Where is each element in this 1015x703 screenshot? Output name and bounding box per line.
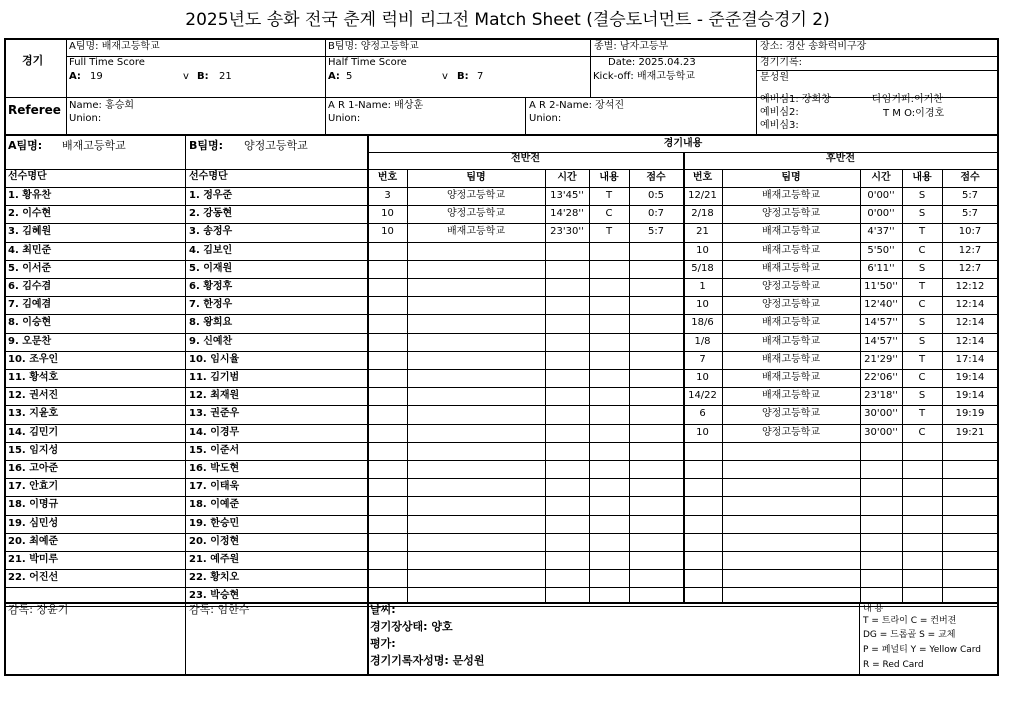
second-half-event-cell: 배재고등학교 [762, 262, 820, 274]
second-half-event-cell: 양정고등학교 [762, 208, 820, 220]
first-half-event-cell: 10 [381, 226, 394, 238]
evaluation: 평가: [370, 637, 396, 650]
b-team-name: B팀명: 양정고등학교 [328, 41, 419, 52]
reserve-referee-3: 예비심3: [760, 120, 799, 131]
second-half-event-cell: 배재고등학교 [762, 226, 820, 238]
legend-line: T = 트라이 C = 컨버젼 [863, 616, 957, 626]
ar2-name: A R 2-Name: 장석진 [529, 100, 625, 111]
first-half-event-cell: T [605, 190, 613, 201]
first-half-event-cell: 10 [381, 208, 394, 220]
second-half-event-cell: 5:7 [961, 208, 979, 220]
team-a-player: 2. 이수현 [8, 208, 52, 220]
second-half-event-cell: T [918, 408, 926, 420]
team-b-player: 2. 강동현 [189, 208, 233, 220]
first-half-event-cell: 23'30'' [550, 226, 584, 238]
full-b-score: 21 [219, 71, 232, 82]
tmo: T M O:이경호 [883, 108, 945, 119]
recorder-name: 문성원 [760, 72, 789, 83]
team-b-player: 11. 김기범 [189, 372, 240, 383]
second-half-event-cell: S [918, 335, 926, 347]
team-a-player: 7. 김예겸 [8, 299, 52, 311]
second-half-event-cell: 17:14 [955, 353, 985, 365]
second-half-event-cell: 12:14 [955, 317, 985, 329]
coach-a: 감독: 장윤기 [8, 603, 69, 616]
team-b-player: 21. 예주원 [189, 554, 240, 565]
second-half-event-cell: 배재고등학교 [762, 390, 820, 402]
legend-line: P = 페널티 Y = Yellow Card [863, 645, 982, 655]
second-half-event-cell: T [918, 281, 926, 292]
game-label: 경기 [22, 54, 44, 67]
second-half-event-cell: 양정고등학교 [762, 426, 820, 438]
team-a-player: 9. 오문찬 [8, 335, 52, 347]
second-half-event-cell: 21'29'' [864, 353, 898, 365]
second-half-event-cell: 양정고등학교 [762, 281, 820, 292]
second-half-event-cell: 22'06'' [864, 372, 898, 383]
second-half-event-cell: 30'00'' [864, 408, 898, 420]
first-half-header: 전반전 [511, 153, 540, 164]
team-b-roster-header: 선수명단 [189, 171, 228, 182]
second-half-event-cell: 0'00'' [867, 208, 895, 220]
second-half-event-cell: 5/18 [691, 262, 714, 274]
team-a-player: 3. 김혜원 [8, 226, 52, 238]
team-b-player: 3. 송정우 [189, 226, 233, 238]
coach-b: 감독: 임한수 [189, 603, 250, 616]
team-a-player: 10. 조우인 [8, 353, 59, 365]
second-half-event-cell: 30'00'' [864, 426, 898, 438]
kickoff: Kick-off: 배재고등학교 [593, 71, 695, 82]
second-half-event-cell: 1 [699, 281, 706, 292]
second-half-event-cell: 12:7 [958, 262, 982, 274]
venue: 장소: 경산 송화럭비구장 [760, 41, 867, 52]
second-half-event-cell: 19:21 [955, 426, 985, 438]
legend-line: DG = 드롭골 S = 교체 [863, 630, 956, 640]
team-b-player: 13. 권준우 [189, 408, 240, 420]
team-b-player: 10. 임시율 [189, 353, 240, 365]
team-b-player: 5. 이재원 [189, 262, 233, 274]
second-half-event-cell: S [918, 317, 926, 329]
team-a-player: 6. 김수겸 [8, 281, 52, 292]
first-half-event-cell: 14'28'' [550, 208, 584, 220]
second-half-event-cell: 23'18'' [864, 390, 898, 402]
second-half-event-cell: C [918, 299, 926, 311]
record-writer: 경기기록자성명: 문성원 [370, 654, 485, 667]
second-half-event-cell: T [918, 353, 926, 365]
second-half-col-header: 번호 [692, 172, 713, 183]
second-half-event-cell: S [918, 190, 926, 201]
team-a-name: 배재고등학교 [62, 139, 126, 152]
first-half-event-cell: 3 [384, 190, 391, 201]
second-half-event-cell: 10 [696, 372, 709, 383]
second-half-event-cell: 4'37'' [867, 226, 895, 238]
full-v: v [183, 71, 189, 82]
team-a-roster-header: 선수명단 [8, 171, 47, 182]
half-a-score: 5 [346, 71, 353, 82]
weather: 날씨: [370, 603, 396, 616]
second-half-event-cell: 10 [696, 244, 709, 256]
second-half-event-cell: 2/18 [691, 208, 714, 220]
second-half-event-cell: 12:14 [955, 335, 985, 347]
team-a-player: 13. 지윤호 [8, 408, 59, 420]
second-half-event-cell: 6 [699, 408, 706, 420]
referee-label: Referee [8, 103, 61, 117]
match-date: Date: 2025.04.23 [608, 57, 696, 68]
team-b-player: 23. 박승현 [189, 590, 240, 602]
full-time-label: Full Time Score [69, 57, 145, 68]
page-title: 2025년도 송화 전국 춘계 럭비 리그전 Match Sheet (결승토너먼트 - 준준결승경기 2) [185, 10, 830, 30]
full-b-label: B: [197, 71, 209, 82]
timekeeper: 타임키퍼:이기찬 [872, 94, 943, 105]
second-half-event-cell: 양정고등학교 [762, 299, 820, 311]
first-half-event-cell: 0:7 [647, 208, 665, 220]
team-b-player: 12. 최재원 [189, 390, 240, 402]
team-b-player: 15. 이준서 [189, 444, 240, 456]
second-half-event-cell: 양정고등학교 [762, 408, 820, 420]
second-half-event-cell: 배재고등학교 [762, 353, 820, 365]
legend-line: R = Red Card [863, 660, 924, 670]
team-a-player: 16. 고아준 [8, 463, 59, 474]
division: 종별: 남자고등부 [594, 41, 669, 52]
team-a-label: A팀명: [8, 139, 43, 152]
half-b-score: 7 [477, 71, 484, 82]
second-half-event-cell: 5:7 [961, 190, 979, 201]
second-half-event-cell: 12'40'' [864, 299, 898, 311]
team-a-player: 1. 황유찬 [8, 190, 52, 201]
team-b-player: 1. 정우준 [189, 190, 233, 201]
second-half-event-cell: 12:12 [955, 281, 985, 292]
first-half-event-cell: 양정고등학교 [447, 208, 505, 220]
second-half-event-cell: S [918, 208, 926, 220]
second-half-col-header: 내용 [912, 172, 932, 183]
second-half-col-header: 점수 [960, 172, 980, 183]
ar1-name: A R 1-Name: 배상훈 [328, 100, 424, 111]
first-half-col-header: 내용 [599, 172, 619, 183]
second-half-event-cell: 14'57'' [864, 317, 898, 329]
team-a-player: 19. 심민성 [8, 517, 59, 529]
team-b-player: 19. 한승민 [189, 517, 240, 529]
team-a-player: 20. 최예준 [8, 535, 59, 547]
second-half-header: 후반전 [826, 153, 855, 164]
second-half-event-cell: 18/6 [691, 317, 714, 329]
first-half-event-cell: C [605, 208, 613, 220]
reserve-referee-2: 예비심2: [760, 107, 799, 118]
first-half-col-header: 점수 [646, 172, 666, 183]
legend-title: 내 용 [863, 604, 884, 614]
team-a-player: 21. 박미루 [8, 554, 59, 565]
first-half-event-cell: 13'45'' [550, 190, 584, 201]
second-half-event-cell: 21 [696, 226, 709, 238]
team-b-player: 16. 박도현 [189, 463, 240, 474]
second-half-event-cell: 10 [696, 299, 709, 311]
reserve-referee-1: 예비심1: 장희창 [760, 94, 831, 105]
team-a-player: 4. 최민준 [8, 244, 52, 256]
second-half-event-cell: 배재고등학교 [762, 372, 820, 383]
first-half-event-cell: 배재고등학교 [447, 226, 505, 238]
second-half-col-header: 팀명 [781, 172, 801, 183]
second-half-event-cell: 10:7 [958, 226, 982, 238]
team-b-player: 22. 황치오 [189, 572, 240, 584]
second-half-event-cell: 배재고등학교 [762, 190, 820, 201]
first-half-event-cell: 양정고등학교 [447, 190, 505, 201]
second-half-event-cell: 5'50'' [867, 244, 895, 256]
first-half-event-cell: 0:5 [647, 190, 665, 201]
team-a-player: 15. 임지성 [8, 444, 59, 456]
first-half-event-cell: 5:7 [647, 226, 665, 238]
second-half-event-cell: C [918, 426, 926, 438]
second-half-event-cell: S [918, 262, 926, 274]
half-a-label: A: [328, 71, 340, 82]
half-time-label: Half Time Score [328, 57, 407, 68]
team-a-player: 22. 어진선 [8, 572, 59, 584]
team-a-player: 18. 이명규 [8, 499, 59, 511]
first-half-event-cell: T [605, 226, 613, 238]
second-half-event-cell: 11'50'' [864, 281, 898, 292]
second-half-event-cell: 14/22 [688, 390, 717, 402]
second-half-event-cell: C [918, 244, 926, 256]
referee-union: Union: [69, 113, 102, 124]
field-condition: 경기장상태: 양호 [370, 620, 453, 633]
team-a-player: 17. 안효기 [8, 481, 59, 493]
full-a-score: 19 [90, 71, 103, 82]
second-half-event-cell: 7 [699, 353, 706, 365]
team-b-player: 9. 신예찬 [189, 335, 233, 347]
team-b-player: 20. 이정현 [189, 535, 240, 547]
second-half-event-cell: 12:14 [955, 299, 985, 311]
team-a-player: 14. 김민기 [8, 426, 59, 438]
second-half-event-cell: T [918, 226, 926, 238]
second-half-event-cell: 배재고등학교 [762, 244, 820, 256]
second-half-event-cell: 19:14 [955, 372, 985, 383]
referee-name: Name: 홍승희 [69, 100, 135, 111]
second-half-event-cell: 12/21 [688, 190, 717, 201]
second-half-event-cell: 12:7 [958, 244, 982, 256]
second-half-event-cell: 배재고등학교 [762, 317, 820, 329]
ar2-union: Union: [529, 113, 562, 124]
team-a-player: 5. 이서준 [8, 262, 52, 274]
half-b-label: B: [457, 71, 469, 82]
second-half-event-cell: 0'00'' [867, 190, 895, 201]
record-label: 경기기록: [760, 57, 803, 68]
team-b-player: 18. 이예준 [189, 499, 240, 511]
second-half-event-cell: C [918, 372, 926, 383]
full-a-label: A: [69, 71, 81, 82]
team-b-player: 4. 김보인 [189, 244, 233, 256]
team-a-player: 12. 권서진 [8, 390, 59, 402]
second-half-event-cell: 19:19 [955, 408, 985, 420]
second-half-event-cell: 6'11'' [867, 262, 895, 274]
ar1-union: Union: [328, 113, 361, 124]
team-b-player: 6. 황정후 [189, 281, 233, 292]
team-b-player: 17. 이태욱 [189, 481, 240, 493]
team-a-player: 11. 황석호 [8, 372, 59, 383]
team-b-player: 8. 왕희요 [189, 317, 233, 329]
team-b-player: 7. 한정우 [189, 299, 233, 311]
first-half-col-header: 시간 [557, 172, 577, 183]
second-half-event-cell: 1/8 [694, 335, 711, 347]
team-b-label: B팀명: [189, 139, 224, 152]
second-half-event-cell: S [918, 390, 926, 402]
team-b-player: 14. 이경무 [189, 426, 240, 438]
team-a-player: 8. 이승현 [8, 317, 52, 329]
second-half-event-cell: 14'57'' [864, 335, 898, 347]
team-b-name: 양정고등학교 [244, 139, 308, 152]
a-team-name: A팀명: 배재고등학교 [69, 41, 160, 52]
second-half-event-cell: 10 [696, 426, 709, 438]
half-v: v [442, 71, 448, 82]
second-half-event-cell: 배재고등학교 [762, 335, 820, 347]
second-half-event-cell: 19:14 [955, 390, 985, 402]
second-half-col-header: 시간 [871, 172, 891, 183]
first-half-col-header: 팀명 [466, 172, 486, 183]
match-content-header: 경기내용 [663, 138, 703, 149]
first-half-col-header: 번호 [377, 172, 398, 183]
